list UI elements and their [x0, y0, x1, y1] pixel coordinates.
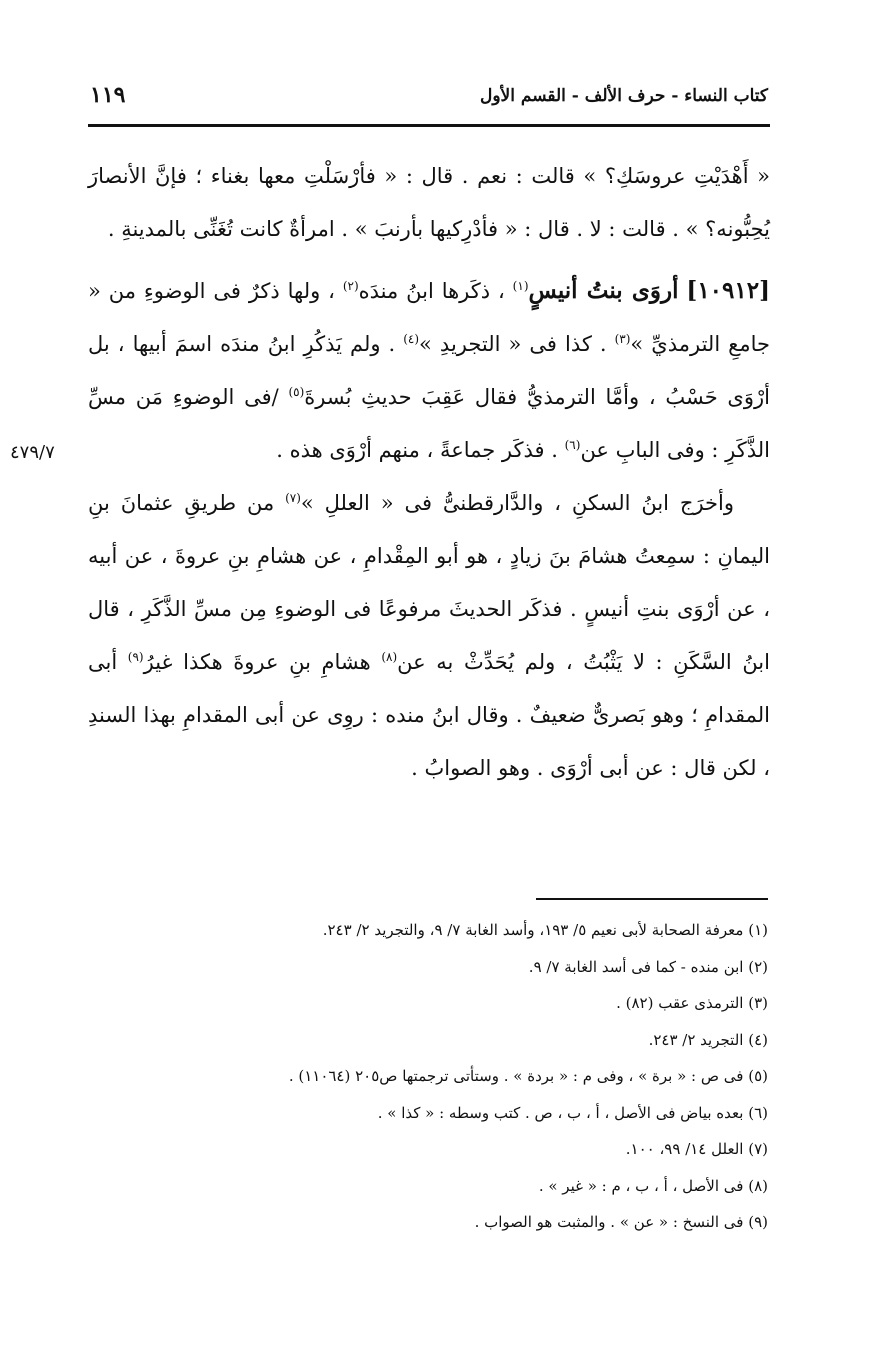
footnote-ref[interactable]: (٩): [127, 650, 144, 664]
paragraph-gap: [88, 256, 770, 264]
footnote-item: (٩) فى النسخ : « عن » . والمثبت هو الصواب .: [474, 1213, 768, 1231]
footnote-ref[interactable]: (٦): [564, 438, 581, 452]
footnote-item: (٥) فى ص : « برة » ، وفى م : « بردة » . وستأتى ترجمتها ص٢٠٥ (١١٠٦٤) .: [288, 1067, 768, 1085]
footnote-ref[interactable]: (٧): [285, 491, 301, 505]
footnote-item: (٣) الترمذى عقب (٨٢) .: [616, 994, 768, 1012]
text-span: من طريقِ عثمانَ بنِ اليمانِ : سمِعتُ هشامَ بنَ زيادٍ ، هو أبو المِقْدامِ ، عن هشامِ بنِ عروةَ ، عن أبيه ، عن أرْوَى بنتِ أنيسٍ . فذكَر الحديثَ مرفوعًا فى الوضوءِ مِن مسِّ الذَّكَرِ ، قال ابنُ السَّكَنِ : لا يَثْبُتُ ، ولم يُحَدِّثْ به عن: [88, 491, 770, 674]
footnote-item: (٦) بعده بياض فى الأصل ، أ ، ب ، ص . كتب وسطه : « كذا » .: [377, 1103, 768, 1122]
footnote-item: (٤) التجريد ٢/ ٢٤٣.: [648, 1030, 768, 1049]
footnote-item: (١) معرفة الصحابة لأبى نعيم ٥/ ١٩٣، وأسد الغابة ٧/ ٩، والتجريد ٢/ ٢٤٣.: [322, 921, 768, 939]
running-title: كتاب النساء - حرف الألف - القسم الأول: [480, 86, 768, 106]
margin-reference: ٤٧٩/٧: [10, 442, 55, 463]
entry-number: [١٠٩١٢]: [686, 277, 770, 304]
text-span: ، ولها ذكرٌ فى الوضوءِ من « جامعِ الترمذيِّ »: [88, 279, 770, 356]
text-span: . ولم يَذكُرِ ابنُ مندَه اسمَ أبيها ، بل أرْوَى حَسْبُ ، وأمَّا الترمذيُّ فقال عَقِبَ حديثِ بُسرةَ: [88, 332, 770, 409]
footnote-item: (٧) العلل ١٤/ ٩٩، ١٠٠.: [625, 1140, 768, 1158]
paragraph-ibn-sakan: [88, 477, 770, 795]
text-span: . فذكَر جماعةً ، منهم أرْوَى هذه .: [276, 438, 565, 462]
footnote-ref[interactable]: (٥): [288, 385, 305, 399]
page-number: ١١٩: [90, 82, 126, 108]
header-rule: [88, 124, 770, 127]
footnote-ref[interactable]: (٨): [381, 650, 398, 664]
footnote-ref[interactable]: (٢): [342, 279, 359, 293]
footnote-separator: [536, 898, 768, 900]
text-span: . كذا فى « التجريدِ »: [419, 332, 615, 356]
paragraph-entry-10912: [88, 264, 770, 477]
text-span: /فى الوضوءِ مَن مسِّ الذَّكَرِ : وفى البابِ عن: [88, 385, 770, 462]
footnote-ref[interactable]: (٣): [614, 332, 631, 346]
main-text: [88, 150, 770, 795]
footnote-ref[interactable]: (١): [512, 279, 529, 293]
text-span: هشامِ بنِ عروةَ هكذا غيرُ: [143, 650, 382, 674]
footnote-item: (٨) فى الأصل ، أ ، ب ، م : « غير » .: [538, 1176, 768, 1195]
footnotes-list: [88, 912, 768, 1241]
text-span: وأخرَج ابنُ السكنِ ، والدَّارقطنىُّ فى « العللِ »: [300, 491, 734, 515]
paragraph-hadith-end: « أَهْدَيْتِ عروسَكِ؟ » قالت : نعم . قال : « فأرْسَلْتِ معها بغناء ؛ فإنَّ الأنصارَ يُحِبُّونه؟ » . قالت : لا . قال : « فأدْرِكيها بأرنبَ » . امرأةٌ كانت تُغَنِّى بالمدينةِ .: [88, 164, 770, 241]
text-span: أبى المقدامِ ؛ وهو بَصرىٌّ ضعيفٌ . وقال ابنُ منده : روِى عن أبى المقدامِ بهذا السندِ ، لكن قال : عن أبى أرْوَى . وهو الصوابُ .: [88, 650, 770, 780]
text-span: ، ذكَرها ابنُ مندَه: [358, 279, 513, 303]
footnote-item: (٢) ابن منده - كما فى أسد الغابة ٧/ ٩.: [528, 957, 768, 976]
entry-name: أروَى بنتُ أنيسٍ: [528, 277, 679, 304]
page-header: [90, 78, 768, 118]
footnote-ref[interactable]: (٤): [403, 332, 420, 346]
